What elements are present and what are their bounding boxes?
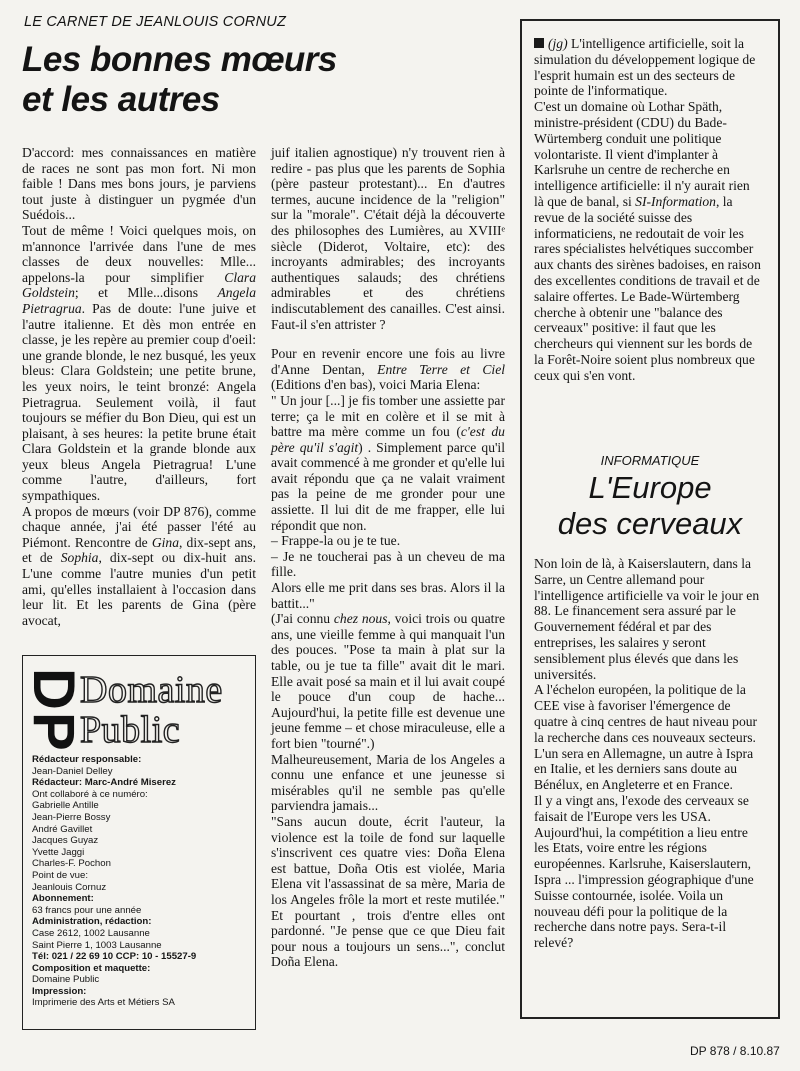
headline-line-2: et les autres	[22, 80, 220, 119]
paragraph: C'est un domaine où Lothar Späth, ministre-président (CDU) du Bade-Würtemberg conduit une politique volontariste. Il vient d'implanter à Karlsruhe un centre de recherche en intelligence artificielle: il n'y aurait rien là que de banal, si SI-Information, la revue de la société suisse des informaticiens, ne redoutait de voir les rares spécialistes helvétiques succomber aux chants des sirènes badoises, en raison des excellentes conditions de travail et de salaire offertes. Le Bade-Würtemberg cherche à obtenir une "balance des cerveaux" positive: il faut que les chercheurs qui viennent sur les bords de la Forêt-Noire soient plus nombreux que ceux qui s'en vont.	[534, 99, 761, 383]
paragraph: – Frappe-la ou je te tue.	[271, 533, 401, 549]
paragraph: Tout de même ! Voici quelques mois, on m'annonce l'arrivée dans l'une de mes classes de deux nouvelles: Mlle... appelons-la pour simplifier Clara Goldstein; et Mlle...disons Angela Pietragrua. Pas de doute: l'une juive et l'autre italienne. Et dès mon entrée en classe, je les repère au premier coup d'oeil: une grande blonde, le nez busqué, les yeux bleus: Clara Goldstein; une petite brune, les yeux noirs, le teint bronzé: Angela Pietragrua. Seulement voilà, il faut toujours se méfier du Bon Dieu, qui est un plaisant, à ses heures: la petite brune était Clara Goldstein et la grande blonde aux yeux bleus Angela Pietragrua! L'une comme l'autre, d'ailleurs, fort sympathiques.	[22, 222, 256, 504]
paragraph: Alors elle me prit dans ses bras. Alors il la battit..."	[271, 580, 505, 611]
sidebar-title-line-1: L'Europe	[588, 470, 712, 505]
section-kicker: LE CARNET DE JEANLOUIS CORNUZ	[24, 14, 287, 30]
credit-line: Administration, rédaction:	[32, 916, 152, 928]
paragraph: D'accord: mes connaissances en matière de races ne sont pas mon fort. Ni mon faible ! Dans mes bons jours, je parviens tout juste à distinguer un pygmée d'un Suédois...	[22, 145, 256, 223]
credit-line: Impression:	[32, 985, 87, 997]
paragraph: (jg) L'intelligence artificielle, soit la simulation du développement logique de l'esprit humain est un des secteurs de pointe de l'informatique.	[534, 36, 756, 99]
paragraph: juif italien agnostique) n'y trouvent rien à redire - pas plus que les parents de Sophia (père pasteur protestant)... En d'autres termes, aucune incidence de la "religion" sur la "morale". C'était déjà la découverte des philosophes des Lumières, au XVIIIᵉ siècle (Diderot, Voltaire, etc): des incroyants admirables; des incroyants authentiques salauds; des chrétiens admirables et des chrétiens indiscutablement des canailles. C'est ainsi. Faut-il s'en attrister ?	[271, 145, 505, 332]
credit-line: Rédacteur responsable:	[32, 754, 142, 765]
logo-letter-p: P	[21, 712, 86, 751]
credit-line: Jean-Daniel Delley	[32, 765, 113, 777]
paragraph: (J'ai connu chez nous, voici trois ou quatre ans, une vieille femme à qui manquait l'un des pouces. "Pose ta main à plat sur la table, ou je tue ta fille" avait dit le mari. Elle avait posé sa main et il lui avait coupé le pouce d'un coup de hache... Aujourd'hui, la petite fille est devenue une jeune femme – et chose miraculeuse, elle a fort bien "tourné".)	[271, 611, 506, 751]
paragraph: " Un jour [...] je fis tomber une assiette par terre; ça le mit en colère et il se mit à battre ma mère comme un fou (c'est du père qu'il s'agit) . Simplement parce qu'il avait commencé à me gronder et qu'elle lui avait répondu que ça ne valait vraiment pas la peine de me gronder pour une assiette. Il lui dit de me frapper, elle lui répondit que non.	[271, 392, 505, 533]
credit-line: Domaine Public	[32, 974, 100, 986]
headline-line-1: Les bonnes mœurs	[22, 40, 337, 79]
article-column-2	[271, 145, 505, 970]
credit-line: Jean-Pierre Bossy	[32, 811, 111, 823]
paragraph: A propos de mœurs (voir DP 876), comme chaque année, j'ai été passer l'été au Piémont. Rencontre de Gina, dix-sept ans, et de Sophia, dix-sept ou dix-huit ans. L'une comme l'autre munies d'un petit ami, qu'elles installaient à l'occasion dans leur lit. Et les parents de Gina (père avocat,	[22, 503, 256, 628]
credit-line: Ont collaboré à ce numéro:	[32, 788, 148, 800]
paragraph: Il y a vingt ans, l'exode des cerveaux se faisait de l'Europe vers les USA. Aujourd'hui, la compétition a lieu entre les Etats, voire entre les régions européennes. Karlsruhe, Kaiserslautern, Ispra ... l'impression géographique d'une Suisse contournée, isolée. Voila un nouveau défi pour la politique de la recherche dans notre pays. Sera-t-il relevé?	[534, 792, 754, 951]
credit-line: Charles-F. Pochon	[32, 858, 111, 870]
credit-line: Saint Pierre 1, 1003 Lausanne	[32, 939, 162, 951]
paragraph: Pour en revenir encore une fois au livre d'Anne Dentan, Entre Terre et Ciel (Editions d'en bas), voici Maria Elena:	[271, 346, 506, 393]
credit-line: Jacques Guyaz	[32, 835, 99, 847]
credit-line: Yvette Jaggi	[32, 846, 85, 858]
logo-letter-d: D	[21, 668, 86, 710]
credit-line: Point de vue:	[32, 869, 89, 881]
bullet-square-icon	[534, 38, 544, 48]
sidebar-body	[534, 556, 762, 951]
sidebar-kicker: INFORMATIQUE	[600, 453, 700, 468]
credit-line: Case 2612, 1002 Lausanne	[32, 927, 150, 939]
paragraph: Malheureusement, Maria de los Angeles a connu une enfance et une jeunesse si misérables qu'il ne semble pas qu'elle parviendra jamais...	[271, 751, 505, 814]
article-headline	[22, 40, 502, 120]
credit-line: Jeanlouis Cornuz	[32, 881, 107, 893]
credit-line: Composition et maquette:	[32, 962, 151, 974]
logo-word-domaine: Domaine	[80, 669, 223, 711]
sidebar-title-line-2: des cerveaux	[557, 506, 743, 541]
masthead-credits	[32, 754, 252, 1009]
article-column-1	[22, 145, 256, 628]
credit-line: 63 francs pour une année	[32, 904, 142, 916]
sidebar-intro	[534, 36, 762, 384]
paragraph: A l'échelon européen, la politique de la CEE vise à favoriser l'émergence de quatre à cinq centres de haut niveau pour la recherche dans ces nouveaux secteurs. L'un sera en Allemagne, un autre à Ispra en Italie, et les derniers sans doute au Bénélux, en Angleterre et en France.	[534, 682, 758, 793]
credit-line: Abonnement:	[32, 893, 94, 905]
paragraph: "Sans aucun doute, écrit l'auteur, la violence est la toile de fond sur laquelle s'inscrivent ces quatre vies: Doña Elena est battue, Doña Otis est violée, Maria Elena vit l'assassinat de sa mère, Maria de los Angeles frôle la mort et reste mutilée." Et pourtant , trois d'entre elles ont pardonné. "Je pense que ce que Dieu fait pour nous a toujours un sens...", conclut Doña Elena.	[271, 813, 505, 970]
paragraph: – Je ne toucherai pas à un cheveu de ma fille.	[271, 548, 505, 580]
credit-line: Tél: 021 / 22 69 10 CCP: 10 - 15527-9	[32, 951, 197, 963]
issue-footer: DP 878 / 8.10.87	[690, 1044, 780, 1058]
credit-line: Gabrielle Antille	[32, 800, 99, 812]
paragraph: Non loin de là, à Kaiserslautern, dans la Sarre, un Centre allemand pour l'intelligence artificielle va voir le jour en 88. Le financement sera assuré par le Gouvernement fédéral et par des entreprises, les salaires y seront sensiblement plus élevés que dans les universités.	[534, 556, 760, 682]
sidebar-title	[520, 470, 780, 542]
dp-logo	[21, 668, 86, 762]
logo-word-public: Public	[80, 709, 181, 751]
credit-line: Rédacteur: Marc-André Miserez	[32, 777, 176, 789]
credit-line: Imprimerie des Arts et Métiers SA	[32, 997, 175, 1009]
credit-line: André Gavillet	[32, 823, 93, 835]
